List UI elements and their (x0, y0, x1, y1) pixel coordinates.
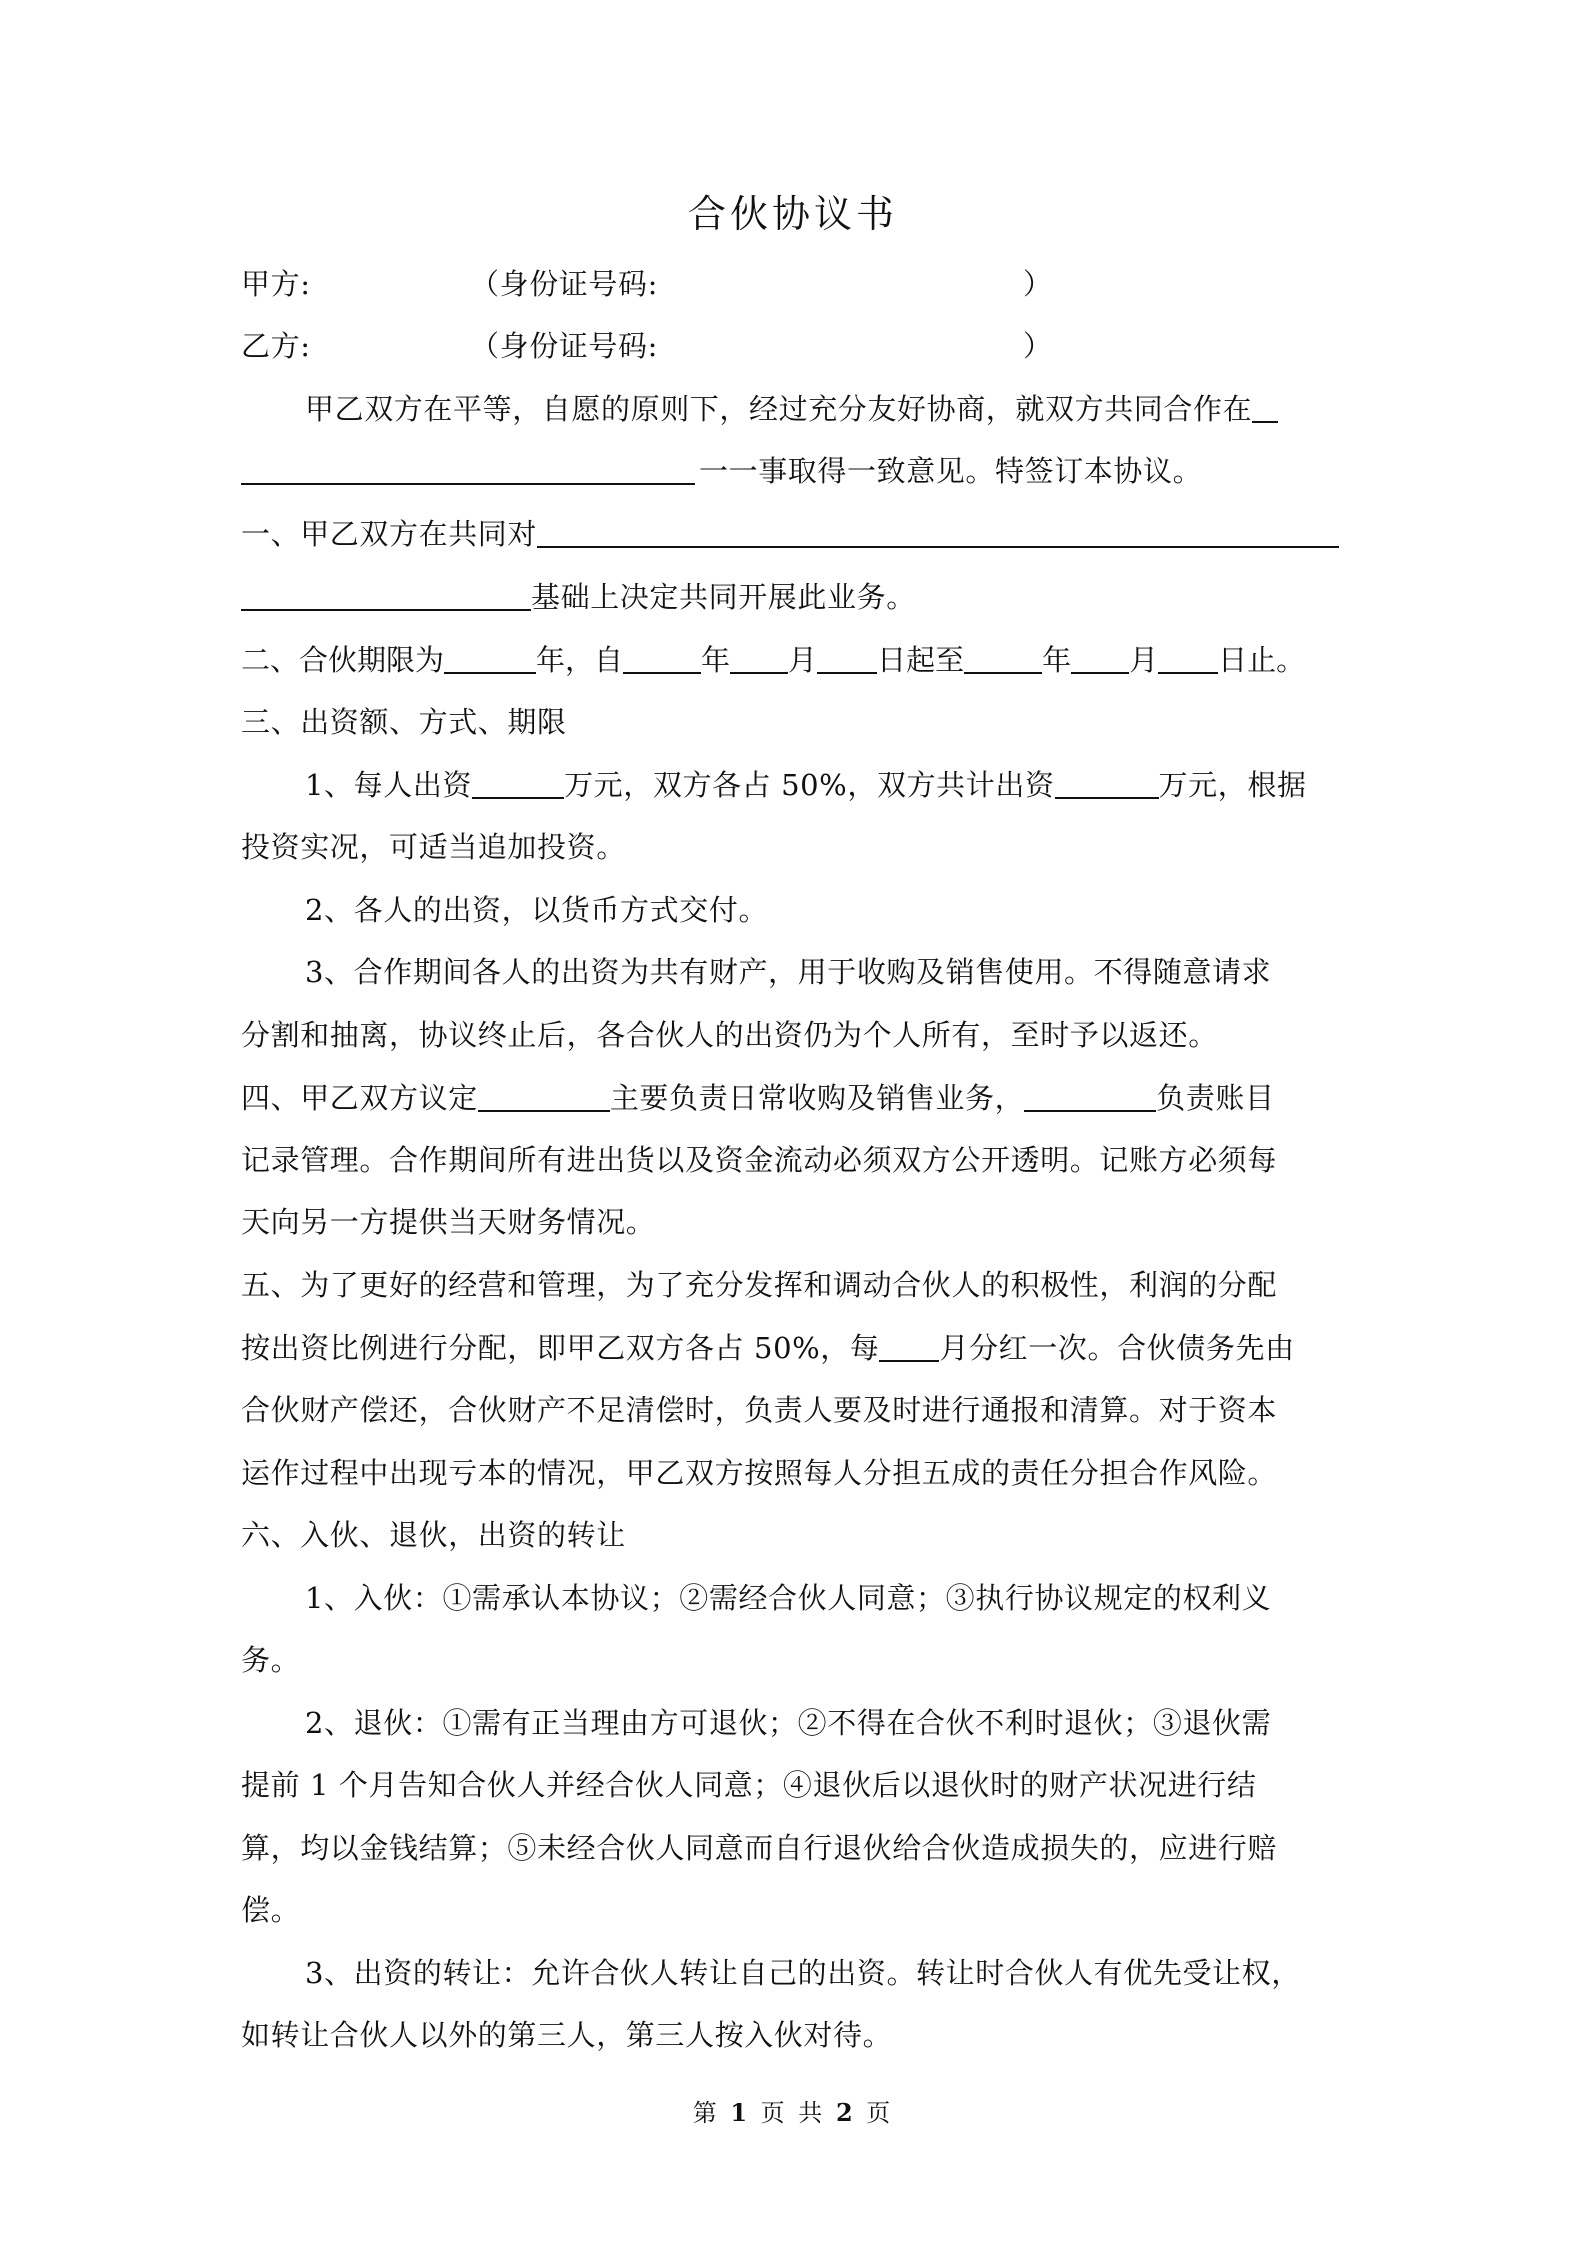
start-day-blank[interactable] (817, 642, 877, 674)
page-footer (0, 2093, 1586, 2128)
cooperation-field-blank[interactable] (1252, 391, 1278, 423)
common-basis-blank-cont[interactable] (241, 579, 531, 611)
end-month-label: 月 (1129, 643, 1159, 677)
end-day-label: 日止。 (1218, 643, 1306, 677)
start-month-label: 月 (788, 643, 818, 677)
start-year-blank[interactable] (623, 642, 701, 674)
dividend-months-blank[interactable] (879, 1330, 939, 1362)
end-year-blank[interactable] (964, 642, 1042, 674)
start-year-label: 年 (701, 643, 731, 677)
footer-suffix: 页 (866, 2099, 894, 2127)
party-b-line (241, 326, 1356, 366)
current-page-number: 1 (730, 2098, 751, 2127)
party-b-label: 乙方: (241, 329, 311, 363)
section-2-line (241, 640, 1356, 680)
preamble-line-2 (241, 451, 1356, 491)
party-b-id-label: （身份证号码: (470, 329, 658, 363)
per-person-contribution-blank[interactable] (472, 767, 564, 799)
total-contribution-blank[interactable] (1055, 767, 1159, 799)
section-2-prefix: 二、合伙期限为 (241, 643, 445, 677)
accounting-duty-text: 负责账目 (1156, 1081, 1275, 1115)
section-4-line-2: 记录管理。合作期间所有进出货以及资金流动必须双方公开透明。记账方必须每 (241, 1143, 1278, 1177)
end-month-blank[interactable] (1071, 642, 1129, 674)
section-4-line-1 (241, 1078, 1356, 1118)
section-1-line-2 (241, 577, 1356, 617)
section-3-item-3-line-2: 分割和抽离，协议终止后，各合伙人的出资仍为个人所有，至时予以返还。 (241, 1018, 1218, 1052)
section-6-item-2-line-1: 2、退伙：①需有正当理由方可退伙；②不得在合伙不利时退伙；③退伙需 (305, 1706, 1272, 1740)
section-3-item-1-line-2: 投资实况，可适当追加投资。 (241, 830, 626, 864)
section-6-item-3-line-1: 3、出资的转让：允许合伙人转让自己的出资。转让时合伙人有优先受让权， (305, 1956, 1301, 1990)
footer-prefix: 第 (692, 2099, 720, 2127)
footer-middle: 页 共 (760, 2099, 826, 2127)
section-1-text-2: 基础上决定共同开展此业务。 (531, 580, 916, 614)
party-a-line (241, 264, 1356, 304)
party-a-id-close: ） (1023, 267, 1053, 301)
section-5-line-2 (241, 1328, 1356, 1368)
sales-duty-text: 主要负责日常收购及销售业务， (609, 1081, 1025, 1115)
section-6-item-2-line-4: 偿。 (241, 1893, 301, 1927)
profit-share-text: 按出资比例进行分配，即甲乙双方各占 50%，每 (241, 1331, 880, 1365)
common-basis-blank[interactable] (537, 516, 1339, 548)
start-day-label: 日起至 (877, 643, 965, 677)
section-6-heading: 六、入伙、退伙，出资的转让 (241, 1518, 626, 1552)
section-1-text-1: 一、甲乙双方在共同对 (241, 517, 538, 551)
section-5-line-4: 运作过程中出现亏本的情况，甲乙双方按照每人分担五成的责任分担合作风险。 (241, 1456, 1278, 1490)
cooperation-field-blank-cont[interactable] (241, 453, 695, 485)
section-3-item-3-line-1: 3、合作期间各人的出资为共有财产，用于收购及销售使用。不得随意请求 (305, 955, 1272, 989)
section-6-item-3-line-2: 如转让合伙人以外的第三人，第三人按入伙对待。 (241, 2018, 893, 2052)
party-a-label: 甲方: (241, 267, 311, 301)
contribution-share-text: 万元，双方各占 50%，双方共计出资 (564, 768, 1055, 802)
section-3-item-2: 2、各人的出资，以货币方式交付。 (305, 893, 769, 927)
party-a-id-label: （身份证号码: (470, 267, 658, 301)
party-b-id-close: ） (1023, 329, 1053, 363)
end-year-label: 年 (1042, 643, 1072, 677)
preamble-text-1: 甲乙双方在平等，自愿的原则下，经过充分友好协商，就双方共同合作在 (305, 392, 1253, 426)
section-4-prefix: 四、甲乙双方议定 (241, 1081, 478, 1115)
section-6-item-2-line-2: 提前 1 个月告知合伙人并经合伙人同意；④退伙后以退伙时的财产状况进行结 (241, 1768, 1257, 1802)
section-3-item-1-line-1 (241, 765, 1420, 805)
section-4-line-3: 天向另一方提供当天财务情况。 (241, 1205, 656, 1239)
end-day-blank[interactable] (1158, 642, 1218, 674)
contribution-unit-text: 万元，根据 (1158, 768, 1307, 802)
section-6-item-2-line-3: 算，均以金钱结算；⑤未经合伙人同意而自行退伙给合伙造成损失的，应进行赔 (241, 1831, 1278, 1865)
sales-manager-blank[interactable] (478, 1080, 610, 1112)
section-5-line-1: 五、为了更好的经营和管理，为了充分发挥和调动合伙人的积极性，利润的分配 (241, 1268, 1278, 1302)
section-6-item-1-line-2: 务。 (241, 1643, 301, 1677)
preamble-text-2: 一一事取得一致意见。特签订本协议。 (699, 454, 1203, 488)
term-years-blank[interactable] (444, 642, 536, 674)
dividend-text: 月分红一次。合伙债务先由 (939, 1331, 1295, 1365)
section-6-item-1-line-1: 1、入伙：①需承认本协议；②需经合伙人同意；③执行协议规定的权利义 (305, 1581, 1272, 1615)
start-month-blank[interactable] (730, 642, 788, 674)
contribution-label: 1、每人出资 (305, 768, 473, 802)
section-3-heading: 三、出资额、方式、期限 (241, 705, 567, 739)
section-1-line-1 (241, 514, 1356, 554)
document-title: 合伙协议书 (687, 192, 898, 236)
section-5-line-3: 合伙财产偿还，合伙财产不足清偿时，负责人要及时进行通报和清算。对于资本 (241, 1393, 1278, 1427)
total-page-number: 2 (835, 2098, 856, 2127)
preamble-line-1 (241, 389, 1420, 429)
accounting-manager-blank[interactable] (1024, 1080, 1156, 1112)
section-2-year-from-label: 年，自 (536, 643, 624, 677)
